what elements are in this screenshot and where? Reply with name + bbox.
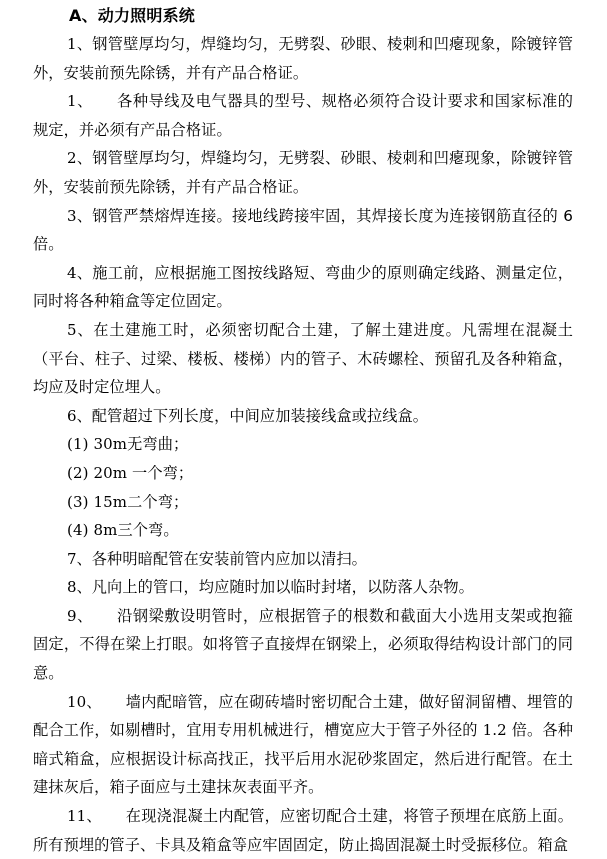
list-item: [33, 430, 573, 459]
clause-separator: 、: [86, 807, 102, 826]
clause-separator: 、: [76, 92, 93, 111]
clause-text: 沿钢梁敷设明管时，应根据管子的根数和截面大小选用支架或抱箍固定，不得在梁上打眼。如将管子直接焊在钢梁上，必须取得结构设计部门的同意。: [33, 606, 573, 683]
clause-number: 8: [67, 578, 77, 597]
clause-text: 钢管壁厚均匀，焊缝均匀，无劈裂、砂眼、棱刺和凹瘪现象，除镀锌管外，安装前预先除锈，并有产品合格证。: [33, 35, 573, 82]
clause-separator: 、: [76, 35, 93, 53]
page-title: A、动力照明系统: [69, 6, 195, 25]
clause-separator: 、: [76, 578, 92, 597]
clause-paragraph: [33, 202, 573, 259]
clause-paragraph: [33, 87, 573, 144]
clause-number: 2: [67, 149, 77, 168]
clause-number: 1: [67, 35, 77, 53]
clause-text: 在土建施工时，必须密切配合土建，了解土建进度。凡需埋在混凝土（平台、柱子、过梁、楼板、楼梯）内的管子、木砖螺栓、预留孔及各种箱盒，均应及时定位埋人。: [33, 320, 573, 397]
clause-separator: 、: [76, 206, 93, 225]
list-item: [33, 488, 573, 517]
clause-number: 1: [67, 92, 77, 111]
clause-number: 11: [67, 807, 87, 826]
clause-paragraph: [33, 602, 573, 688]
list-item-marker: (4): [67, 521, 89, 540]
list-item-value: 20m: [93, 463, 128, 482]
clause-paragraph: [33, 802, 573, 859]
clause-number: 10: [67, 692, 87, 711]
clause-paragraph: [33, 573, 573, 602]
clause-inline-value: 1.2: [482, 721, 507, 740]
clause-number: 6: [67, 406, 77, 425]
list-item: [33, 459, 573, 488]
list-item-marker: (2): [67, 463, 89, 482]
clause-number: 5: [67, 320, 77, 339]
clause-separator: 、: [76, 263, 93, 282]
clause-separator: 、: [76, 606, 93, 625]
clause-text: 配管超过下列长度，中间应加装接线盒或拉线盒。: [91, 406, 429, 425]
clause-paragraph: [33, 316, 573, 402]
clause-text-part2: 倍。各种暗式箱盒，应根据设计标高找正，找平后用水泥砂浆固定，然后进行配管。在土建抹灰后，箱子面应与土建抹灰表面平齐。: [33, 721, 574, 797]
clause-paragraph: [33, 688, 573, 802]
list-item-value: 30m: [93, 435, 128, 454]
clause-text: 凡向上的管口，均应随时加以临时封堵，以防落人杂物。: [91, 578, 474, 597]
clause-text: 施工前，应根据施工图按线路短、弯曲少的原则确定线路、测量定位，同时将各种箱盒等定位固定。: [33, 263, 573, 311]
clause-paragraph: [33, 144, 573, 201]
clause-text: 钢管壁厚均匀，焊缝均匀，无劈裂、砂眼、棱刺和凹瘪现象，除镀锌管外，安装前预先除锈，并有产品合格证。: [33, 149, 573, 196]
clause-number: 7: [67, 549, 77, 568]
clause-text-part1: 墙内配暗管，应在砌砖墙时密切配合土建，做好留洞留槽、埋管的配合工作，如剔槽时，宜用专用机械进行，槽宽应大于管子外径的: [33, 692, 573, 740]
clause-paragraph: [33, 259, 573, 316]
clause-paragraph: [33, 30, 573, 87]
clause-text: 各种导线及电气器具的型号、规格必须符合设计要求和国家标准的规定，并必须有产品合格证。: [33, 92, 573, 139]
clause-paragraph: [33, 402, 573, 431]
clause-number: 9: [67, 606, 77, 625]
clause-text: 各种明暗配管在安装前管内应加以清扫。: [91, 549, 367, 568]
clause-separator: 、: [76, 149, 93, 168]
list-item-value: 15m: [93, 492, 128, 511]
clause-separator: 、: [76, 549, 92, 568]
list-item-text: 一个弯；: [127, 463, 194, 482]
list-item-value: 8m: [93, 521, 118, 540]
list-item-text: 无弯曲；: [127, 435, 189, 454]
clause-number: 4: [67, 263, 77, 282]
clause-separator: 、: [86, 692, 102, 711]
clause-text: 钢管严禁熔焊连接。接地线跨接牢固，其焊接长度为连接钢筋直径的 6 倍。: [33, 206, 573, 254]
clause-number: 3: [67, 206, 77, 225]
clause-separator: 、: [76, 406, 92, 425]
list-item-text: 二个弯；: [127, 492, 189, 511]
clause-paragraph: [33, 545, 573, 574]
clause-separator: 、: [76, 320, 94, 339]
list-item-text: 三个弯。: [117, 521, 179, 540]
list-item-marker: (3): [67, 492, 89, 511]
list-item: [33, 516, 573, 545]
clause-text: 在现浇混凝土内配管，应密切配合土建，将管子预埋在底筋上面。所有预埋的管子、卡具及箱盒等应牢固固定，防止捣固混凝土时受振移位。箱盒: [33, 807, 573, 854]
list-item-marker: (1): [67, 435, 89, 454]
